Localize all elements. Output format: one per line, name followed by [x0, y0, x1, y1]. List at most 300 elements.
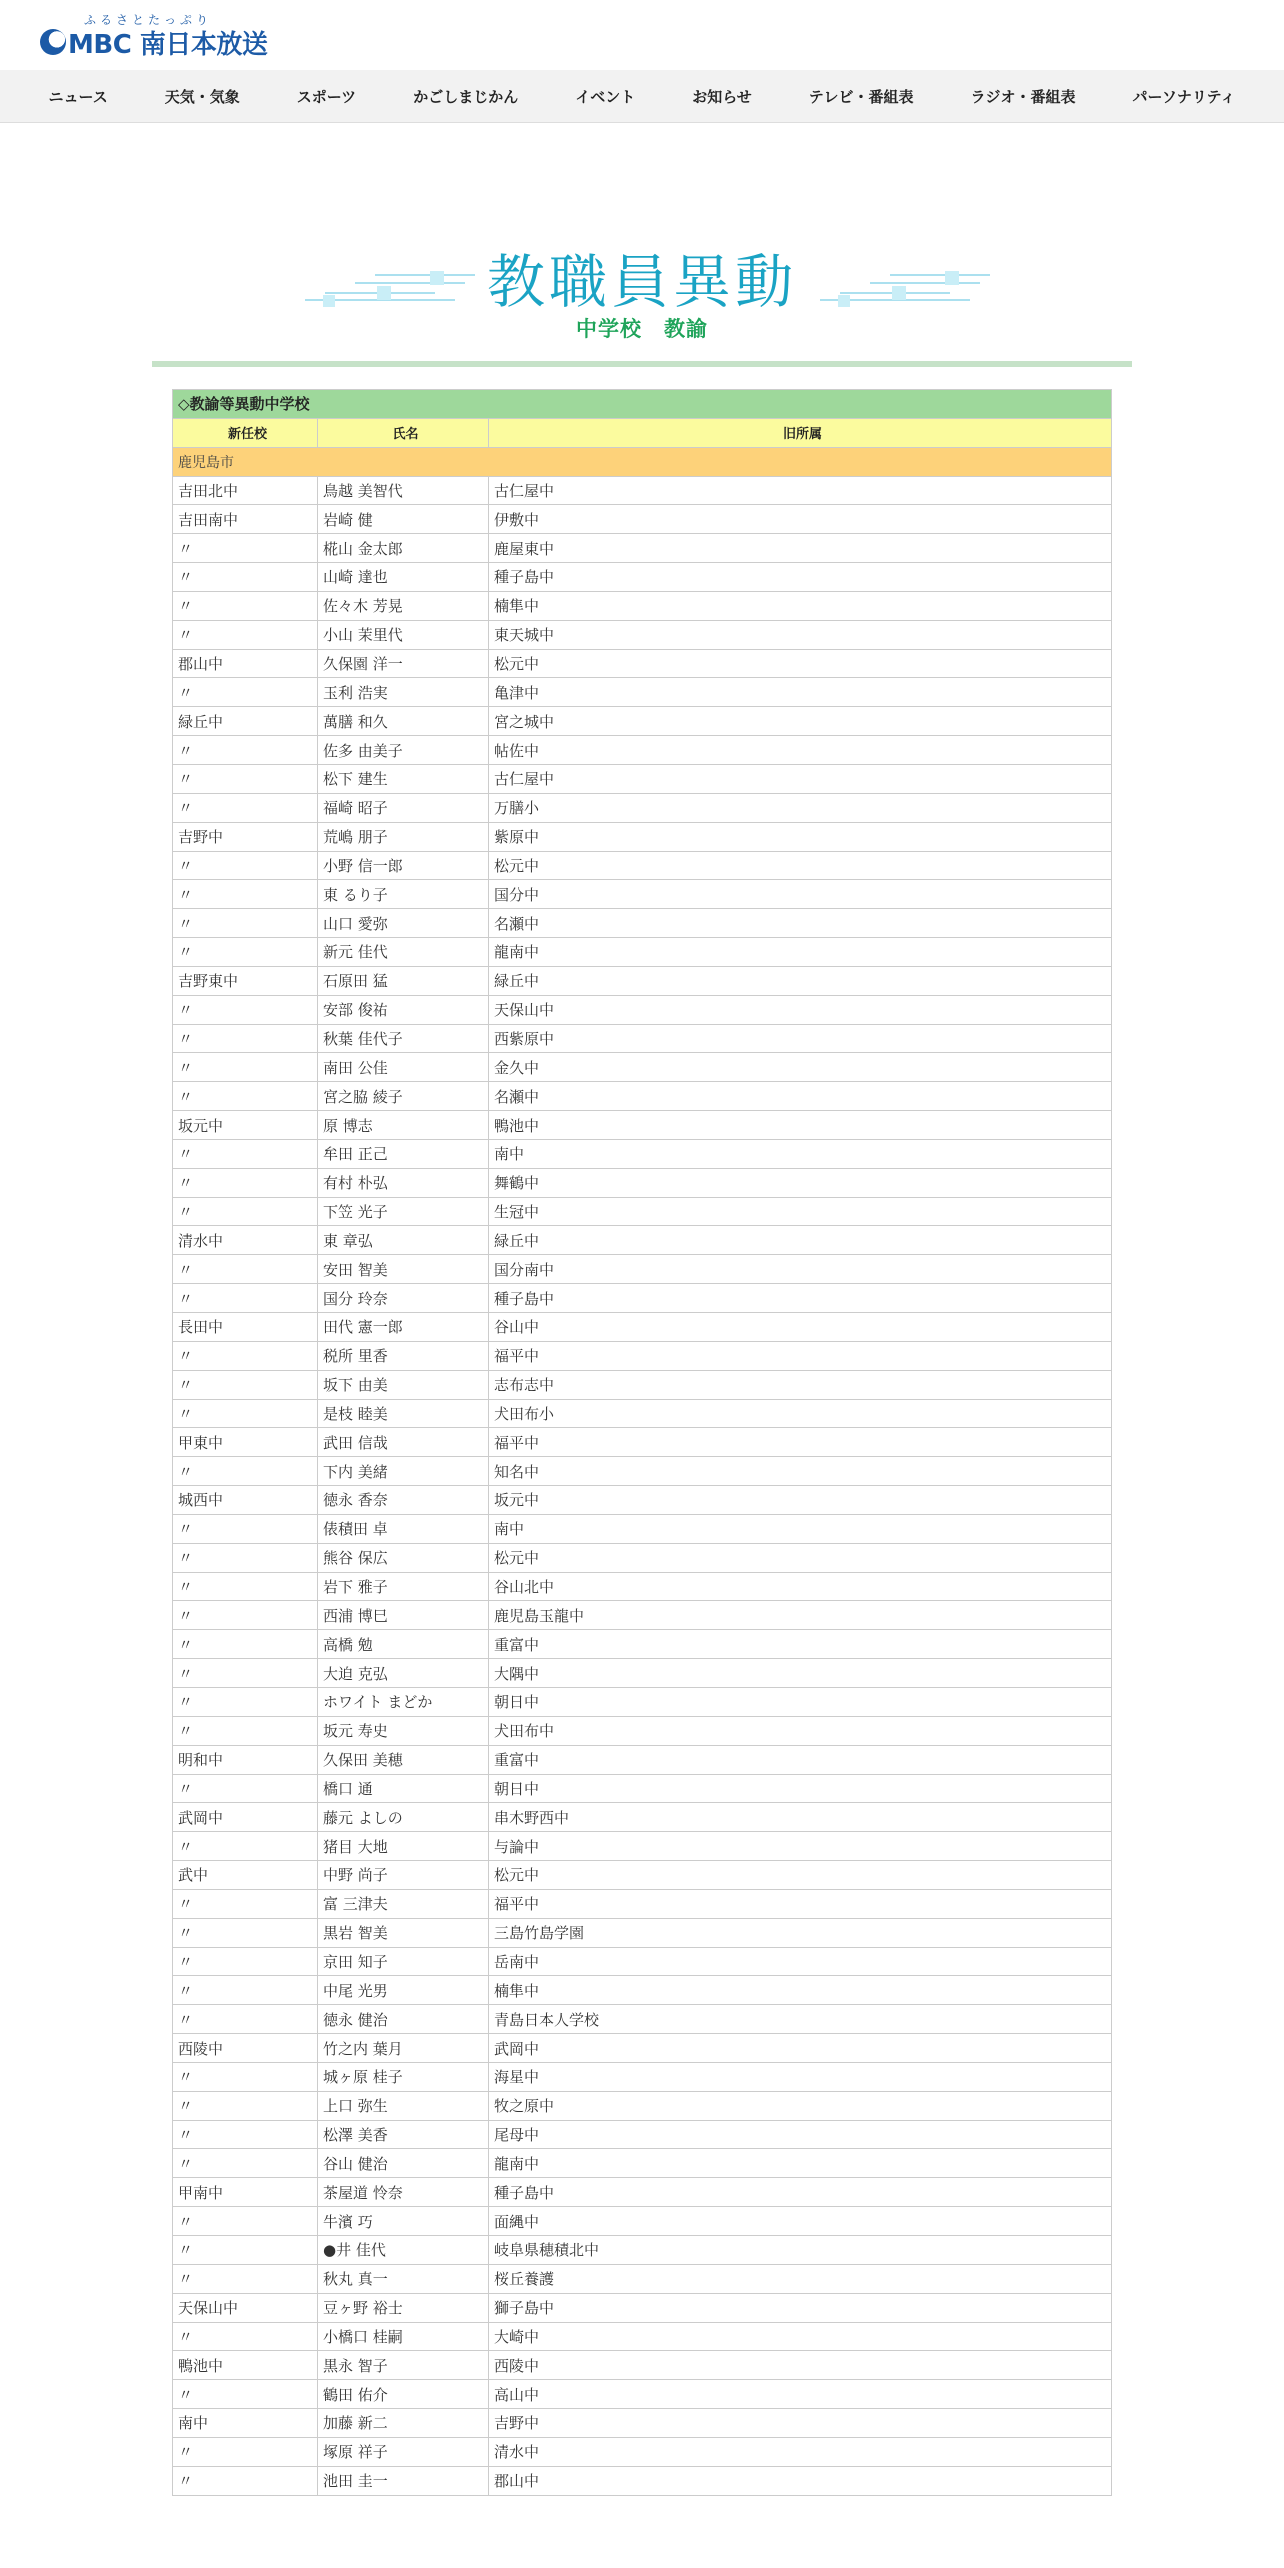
mbc-logo-icon	[40, 29, 66, 55]
cell-new-school: 長田中	[173, 1313, 318, 1342]
cell-previous-post: 国分中	[489, 880, 1112, 909]
cell-new-school: 明和中	[173, 1745, 318, 1774]
cell-new-school: 〃	[173, 1659, 318, 1688]
cell-name: 佐々木 芳晃	[318, 591, 489, 620]
cell-previous-post: 岳南中	[489, 1947, 1112, 1976]
cell-previous-post: 舞鶴中	[489, 1168, 1112, 1197]
cell-new-school: 〃	[173, 1716, 318, 1745]
cell-previous-post: 面縄中	[489, 2207, 1112, 2236]
table-row	[173, 505, 1112, 534]
table-row	[173, 2351, 1112, 2380]
cell-new-school: 〃	[173, 1284, 318, 1313]
nav-item-notices[interactable]: お知らせ	[692, 87, 752, 106]
cell-new-school: 〃	[173, 2005, 318, 2034]
table-row	[173, 678, 1112, 707]
cell-new-school: 〃	[173, 938, 318, 967]
cell-new-school: 〃	[173, 1399, 318, 1428]
nav-item-weather[interactable]: 天気・気象	[164, 87, 240, 106]
cell-new-school: 〃	[173, 1255, 318, 1284]
cell-new-school: 〃	[173, 1918, 318, 1947]
table-row	[173, 2293, 1112, 2322]
table-section-row	[173, 390, 1112, 419]
table-row	[173, 909, 1112, 938]
cell-new-school: 〃	[173, 1543, 318, 1572]
cell-new-school: 天保山中	[173, 2293, 318, 2322]
table-row	[173, 1197, 1112, 1226]
table-row	[173, 1543, 1112, 1572]
cell-previous-post: 志布志中	[489, 1370, 1112, 1399]
nav-item-news[interactable]: ニュース	[48, 87, 108, 106]
table-row	[173, 2005, 1112, 2034]
cell-name: 国分 玲奈	[318, 1284, 489, 1313]
table-row	[173, 2409, 1112, 2438]
table-row	[173, 1572, 1112, 1601]
cell-previous-post: 犬田布中	[489, 1716, 1112, 1745]
table-row	[173, 793, 1112, 822]
cell-name: 福崎 昭子	[318, 793, 489, 822]
cell-new-school: 郡山中	[173, 649, 318, 678]
table-row	[173, 1659, 1112, 1688]
cell-previous-post: 福平中	[489, 1428, 1112, 1457]
cell-previous-post: 宮之城中	[489, 707, 1112, 736]
cell-name: 京田 知子	[318, 1947, 489, 1976]
cell-name: 俵積田 卓	[318, 1514, 489, 1543]
cell-new-school: 〃	[173, 995, 318, 1024]
table-row	[173, 2322, 1112, 2351]
cell-new-school: 〃	[173, 1889, 318, 1918]
cell-new-school: 〃	[173, 2380, 318, 2409]
table-row	[173, 1687, 1112, 1716]
cell-name: 武田 信哉	[318, 1428, 489, 1457]
column-header-new-school: 新任校	[173, 418, 318, 447]
cell-previous-post: 三島竹島学園	[489, 1918, 1112, 1947]
cell-new-school: 武岡中	[173, 1803, 318, 1832]
cell-previous-post: 金久中	[489, 1053, 1112, 1082]
cell-previous-post: 種子島中	[489, 563, 1112, 592]
cell-new-school: 吉田北中	[173, 476, 318, 505]
cell-previous-post: 南中	[489, 1514, 1112, 1543]
cell-new-school: 〃	[173, 1601, 318, 1630]
cell-new-school: 〃	[173, 1572, 318, 1601]
cell-name: 池田 圭一	[318, 2466, 489, 2495]
page-subtitle: 中学校 教諭	[576, 317, 708, 341]
cell-new-school: 〃	[173, 534, 318, 563]
cell-name: 岩崎 健	[318, 505, 489, 534]
cell-previous-post: 鹿児島玉龍中	[489, 1601, 1112, 1630]
table-row	[173, 1745, 1112, 1774]
table-row	[173, 1428, 1112, 1457]
table-row	[173, 2207, 1112, 2236]
cell-previous-post: 朝日中	[489, 1774, 1112, 1803]
cell-name: 安部 俊祐	[318, 995, 489, 1024]
cell-new-school: 〃	[173, 880, 318, 909]
cell-previous-post: 岐阜県穂積北中	[489, 2236, 1112, 2265]
cell-new-school: 〃	[173, 2264, 318, 2293]
cell-new-school: 〃	[173, 620, 318, 649]
cell-name: ホワイト まどか	[318, 1687, 489, 1716]
cell-previous-post: 桜丘養護	[489, 2264, 1112, 2293]
table-row	[173, 1832, 1112, 1861]
cell-name: 熊谷 保広	[318, 1543, 489, 1572]
cell-previous-post: 種子島中	[489, 2178, 1112, 2207]
cell-previous-post: 南中	[489, 1139, 1112, 1168]
cell-new-school: 〃	[173, 1947, 318, 1976]
cell-name: 坂下 由美	[318, 1370, 489, 1399]
cell-name: 塚原 祥子	[318, 2437, 489, 2466]
cell-name: 城ヶ原 桂子	[318, 2062, 489, 2091]
cell-previous-post: 福平中	[489, 1889, 1112, 1918]
cell-new-school: 〃	[173, 793, 318, 822]
cell-name: 岩下 雅子	[318, 1572, 489, 1601]
cell-previous-post: 高山中	[489, 2380, 1112, 2409]
cell-previous-post: 重富中	[489, 1630, 1112, 1659]
table-row	[173, 1313, 1112, 1342]
cell-name: 久保園 洋一	[318, 649, 489, 678]
cell-previous-post: 鴨池中	[489, 1111, 1112, 1140]
nav-item-radio-schedule[interactable]: ラジオ・番組表	[970, 87, 1076, 106]
cell-previous-post: 谷山中	[489, 1313, 1112, 1342]
table-row	[173, 995, 1112, 1024]
cell-previous-post: 谷山北中	[489, 1572, 1112, 1601]
table-row	[173, 966, 1112, 995]
decorative-lines-right-icon	[820, 253, 1000, 313]
cell-previous-post: 楠隼中	[489, 1976, 1112, 2005]
transfer-table	[172, 389, 1112, 2496]
cell-previous-post: 龍南中	[489, 2149, 1112, 2178]
cell-name: 椛山 金太郎	[318, 534, 489, 563]
nav-item-personalities[interactable]: パーソナリティ	[1132, 87, 1236, 106]
cell-previous-post: 紫原中	[489, 822, 1112, 851]
cell-name: 徳永 香奈	[318, 1486, 489, 1515]
cell-name: 久保田 美穂	[318, 1745, 489, 1774]
table-row	[173, 620, 1112, 649]
cell-name: 東 るり子	[318, 880, 489, 909]
cell-new-school: 〃	[173, 1514, 318, 1543]
cell-new-school: 甲東中	[173, 1428, 318, 1457]
cell-name: 加藤 新二	[318, 2409, 489, 2438]
table-row	[173, 2264, 1112, 2293]
cell-previous-post: 国分南中	[489, 1255, 1112, 1284]
column-header-name: 氏名	[318, 418, 489, 447]
cell-name: 南田 公佳	[318, 1053, 489, 1082]
cell-previous-post: 青島日本人学校	[489, 2005, 1112, 2034]
table-row	[173, 2236, 1112, 2265]
cell-name: 坂元 寿史	[318, 1716, 489, 1745]
cell-previous-post: 東天城中	[489, 620, 1112, 649]
column-header-previous-post: 旧所属	[489, 418, 1112, 447]
logo-station-name: MBC 南日本放送	[68, 30, 268, 60]
cell-previous-post: 種子島中	[489, 1284, 1112, 1313]
cell-new-school: 〃	[173, 1687, 318, 1716]
cell-name: 小野 信一郎	[318, 851, 489, 880]
cell-name: 藤元 よしの	[318, 1803, 489, 1832]
cell-name: 谷山 健治	[318, 2149, 489, 2178]
cell-new-school: 〃	[173, 2437, 318, 2466]
cell-previous-post: 緑丘中	[489, 966, 1112, 995]
cell-name: 佐多 由美子	[318, 736, 489, 765]
cell-new-school: 武中	[173, 1861, 318, 1890]
cell-new-school: 〃	[173, 1832, 318, 1861]
cell-new-school: 〃	[173, 2149, 318, 2178]
nav-item-events[interactable]: イベント	[575, 87, 636, 106]
cell-new-school: 〃	[173, 909, 318, 938]
cell-name: 中尾 光男	[318, 1976, 489, 2005]
cell-new-school: 〃	[173, 764, 318, 793]
cell-previous-post: 松元中	[489, 649, 1112, 678]
cell-previous-post: 海星中	[489, 2062, 1112, 2091]
cell-name: 大迫 克弘	[318, 1659, 489, 1688]
cell-new-school: 〃	[173, 1053, 318, 1082]
cell-name: 秋葉 佳代子	[318, 1024, 489, 1053]
table-row	[173, 1889, 1112, 1918]
cell-name: 原 博志	[318, 1111, 489, 1140]
table-row	[173, 1630, 1112, 1659]
cell-name: ●井 佳代	[318, 2236, 489, 2265]
table-row	[173, 1341, 1112, 1370]
table-row	[173, 1111, 1112, 1140]
cell-new-school: 〃	[173, 1976, 318, 2005]
cell-previous-post: 大崎中	[489, 2322, 1112, 2351]
nav-item-sports[interactable]: スポーツ	[296, 87, 357, 106]
table-row	[173, 736, 1112, 765]
cell-new-school: 〃	[173, 2062, 318, 2091]
cell-previous-post: 帖佐中	[489, 736, 1112, 765]
cell-previous-post: 犬田布小	[489, 1399, 1112, 1428]
cell-previous-post: 生冠中	[489, 1197, 1112, 1226]
cell-new-school: 〃	[173, 1630, 318, 1659]
table-row	[173, 534, 1112, 563]
table-row	[173, 2437, 1112, 2466]
cell-name: 田代 憲一郎	[318, 1313, 489, 1342]
table-row	[173, 1976, 1112, 2005]
cell-previous-post: 伊敷中	[489, 505, 1112, 534]
table-row	[173, 1514, 1112, 1543]
cell-new-school: 〃	[173, 1341, 318, 1370]
cell-new-school: 吉野東中	[173, 966, 318, 995]
cell-name: 茶屋道 怜奈	[318, 2178, 489, 2207]
cell-previous-post: 吉野中	[489, 2409, 1112, 2438]
table-row	[173, 2062, 1112, 2091]
cell-name: 宮之脇 綾子	[318, 1082, 489, 1111]
cell-name: 小橋口 桂嗣	[318, 2322, 489, 2351]
table-row	[173, 1053, 1112, 1082]
global-nav	[0, 70, 1284, 123]
table-row	[173, 1947, 1112, 1976]
cell-name: 黒永 智子	[318, 2351, 489, 2380]
table-row	[173, 2120, 1112, 2149]
cell-previous-post: 鹿屋東中	[489, 534, 1112, 563]
cell-previous-post: 武岡中	[489, 2034, 1112, 2063]
cell-previous-post: 名瀬中	[489, 1082, 1112, 1111]
cell-previous-post: 知名中	[489, 1457, 1112, 1486]
cell-name: 石原田 猛	[318, 966, 489, 995]
table-row	[173, 1774, 1112, 1803]
site-header	[0, 0, 1284, 70]
table-row	[173, 1255, 1112, 1284]
cell-previous-post: 万膳小	[489, 793, 1112, 822]
cell-name: 山崎 達也	[318, 563, 489, 592]
table-row	[173, 1803, 1112, 1832]
region-label: 鹿児島市	[173, 447, 1112, 476]
cell-name: 玉利 浩実	[318, 678, 489, 707]
table-row	[173, 2034, 1112, 2063]
logo	[40, 14, 267, 58]
cell-new-school: 〃	[173, 2322, 318, 2351]
cell-previous-post: 亀津中	[489, 678, 1112, 707]
cell-previous-post: 龍南中	[489, 938, 1112, 967]
table-row	[173, 476, 1112, 505]
cell-name: 松下 建生	[318, 764, 489, 793]
cell-new-school: 坂元中	[173, 1111, 318, 1140]
cell-new-school: 南中	[173, 2409, 318, 2438]
cell-name: 竹之内 葉月	[318, 2034, 489, 2063]
cell-name: 荒嶋 朋子	[318, 822, 489, 851]
cell-new-school: 緑丘中	[173, 707, 318, 736]
cell-previous-post: 天保山中	[489, 995, 1112, 1024]
title-banner	[0, 233, 1284, 333]
cell-name: 牛濱 巧	[318, 2207, 489, 2236]
cell-name: 萬膳 和久	[318, 707, 489, 736]
cell-new-school: 〃	[173, 1168, 318, 1197]
cell-previous-post: 古仁屋中	[489, 764, 1112, 793]
cell-name: 税所 里香	[318, 1341, 489, 1370]
table-row	[173, 1226, 1112, 1255]
cell-previous-post: 西陵中	[489, 2351, 1112, 2380]
cell-name: 山口 愛弥	[318, 909, 489, 938]
cell-new-school: 清水中	[173, 1226, 318, 1255]
cell-name: 牟田 正己	[318, 1139, 489, 1168]
table-row	[173, 764, 1112, 793]
table-row	[173, 1399, 1112, 1428]
cell-name: 新元 佳代	[318, 938, 489, 967]
cell-new-school: 〃	[173, 1082, 318, 1111]
cell-name: 鳥越 美智代	[318, 476, 489, 505]
cell-new-school: 〃	[173, 563, 318, 592]
table-row	[173, 880, 1112, 909]
cell-previous-post: 楠隼中	[489, 591, 1112, 620]
cell-new-school: 〃	[173, 2120, 318, 2149]
cell-name: 秋丸 真一	[318, 2264, 489, 2293]
cell-name: 猪目 大地	[318, 1832, 489, 1861]
cell-name: 小山 茉里代	[318, 620, 489, 649]
cell-previous-post: 郡山中	[489, 2466, 1112, 2495]
cell-name: 豆ヶ野 裕士	[318, 2293, 489, 2322]
table-row	[173, 1601, 1112, 1630]
subtitle-divider	[152, 361, 1132, 367]
cell-name: 西浦 博巳	[318, 1601, 489, 1630]
table-row	[173, 649, 1112, 678]
page-title: 教職員異動	[486, 248, 797, 316]
table-row	[173, 591, 1112, 620]
table-row	[173, 1457, 1112, 1486]
cell-previous-post: 松元中	[489, 851, 1112, 880]
cell-previous-post: 獅子島中	[489, 2293, 1112, 2322]
table-row	[173, 707, 1112, 736]
cell-new-school: 〃	[173, 1024, 318, 1053]
cell-previous-post: 尾母中	[489, 2120, 1112, 2149]
cell-previous-post: 古仁屋中	[489, 476, 1112, 505]
cell-new-school: 〃	[173, 591, 318, 620]
cell-name: 東 章弘	[318, 1226, 489, 1255]
cell-name: 中野 尚子	[318, 1861, 489, 1890]
table-section-title: ◇教諭等異動中学校	[173, 390, 1112, 419]
cell-previous-post: 串木野西中	[489, 1803, 1112, 1832]
cell-new-school: 〃	[173, 851, 318, 880]
cell-previous-post: 西紫原中	[489, 1024, 1112, 1053]
cell-previous-post: 坂元中	[489, 1486, 1112, 1515]
cell-previous-post: 福平中	[489, 1341, 1112, 1370]
cell-previous-post: 与論中	[489, 1832, 1112, 1861]
cell-new-school: 〃	[173, 1457, 318, 1486]
cell-previous-post: 松元中	[489, 1543, 1112, 1572]
table-row	[173, 2149, 1112, 2178]
table-row	[173, 1082, 1112, 1111]
cell-name: 上口 弥生	[318, 2091, 489, 2120]
logo-tagline: ふるさとたっぷり	[84, 13, 213, 27]
cell-new-school: 〃	[173, 2466, 318, 2495]
table-row	[173, 1486, 1112, 1515]
cell-previous-post: 牧之原中	[489, 2091, 1112, 2120]
cell-name: 黒岩 智美	[318, 1918, 489, 1947]
cell-previous-post: 清水中	[489, 2437, 1112, 2466]
table-row	[173, 2178, 1112, 2207]
table-row	[173, 2091, 1112, 2120]
cell-new-school: 吉野中	[173, 822, 318, 851]
nav-item-tv-schedule[interactable]: テレビ・番組表	[808, 87, 914, 106]
table-row	[173, 1370, 1112, 1399]
cell-new-school: 甲南中	[173, 2178, 318, 2207]
cell-new-school: 〃	[173, 2091, 318, 2120]
cell-previous-post: 緑丘中	[489, 1226, 1112, 1255]
mbc-logo-link[interactable]	[40, 14, 267, 58]
table-row	[173, 1716, 1112, 1745]
nav-item-kagoshima-jikan[interactable]: かごしまじかん	[413, 87, 519, 106]
cell-name: 徳永 健治	[318, 2005, 489, 2034]
cell-name: 橋口 通	[318, 1774, 489, 1803]
cell-name: 鶴田 佑介	[318, 2380, 489, 2409]
table-row	[173, 822, 1112, 851]
cell-name: 有村 朴弘	[318, 1168, 489, 1197]
cell-name: 高橋 勉	[318, 1630, 489, 1659]
table-row	[173, 1861, 1112, 1890]
cell-new-school: 吉田南中	[173, 505, 318, 534]
cell-name: 安田 智美	[318, 1255, 489, 1284]
table-row	[173, 1284, 1112, 1313]
cell-previous-post: 大隅中	[489, 1659, 1112, 1688]
cell-new-school: 〃	[173, 1139, 318, 1168]
table-header-row	[173, 418, 1112, 447]
cell-new-school: 城西中	[173, 1486, 318, 1515]
cell-previous-post: 朝日中	[489, 1687, 1112, 1716]
cell-name: 松澤 美香	[318, 2120, 489, 2149]
table-row	[173, 938, 1112, 967]
cell-previous-post: 松元中	[489, 1861, 1112, 1890]
cell-new-school: 〃	[173, 736, 318, 765]
cell-name: 下笠 光子	[318, 1197, 489, 1226]
cell-new-school: 〃	[173, 1370, 318, 1399]
cell-name: 下内 美緒	[318, 1457, 489, 1486]
table-row	[173, 1168, 1112, 1197]
cell-new-school: 〃	[173, 2236, 318, 2265]
cell-new-school: 鴨池中	[173, 2351, 318, 2380]
cell-new-school: 西陵中	[173, 2034, 318, 2063]
table-row	[173, 2466, 1112, 2495]
table-region-row	[173, 447, 1112, 476]
table-row	[173, 851, 1112, 880]
table-row	[173, 1024, 1112, 1053]
cell-name: 是枝 睦美	[318, 1399, 489, 1428]
cell-new-school: 〃	[173, 1774, 318, 1803]
